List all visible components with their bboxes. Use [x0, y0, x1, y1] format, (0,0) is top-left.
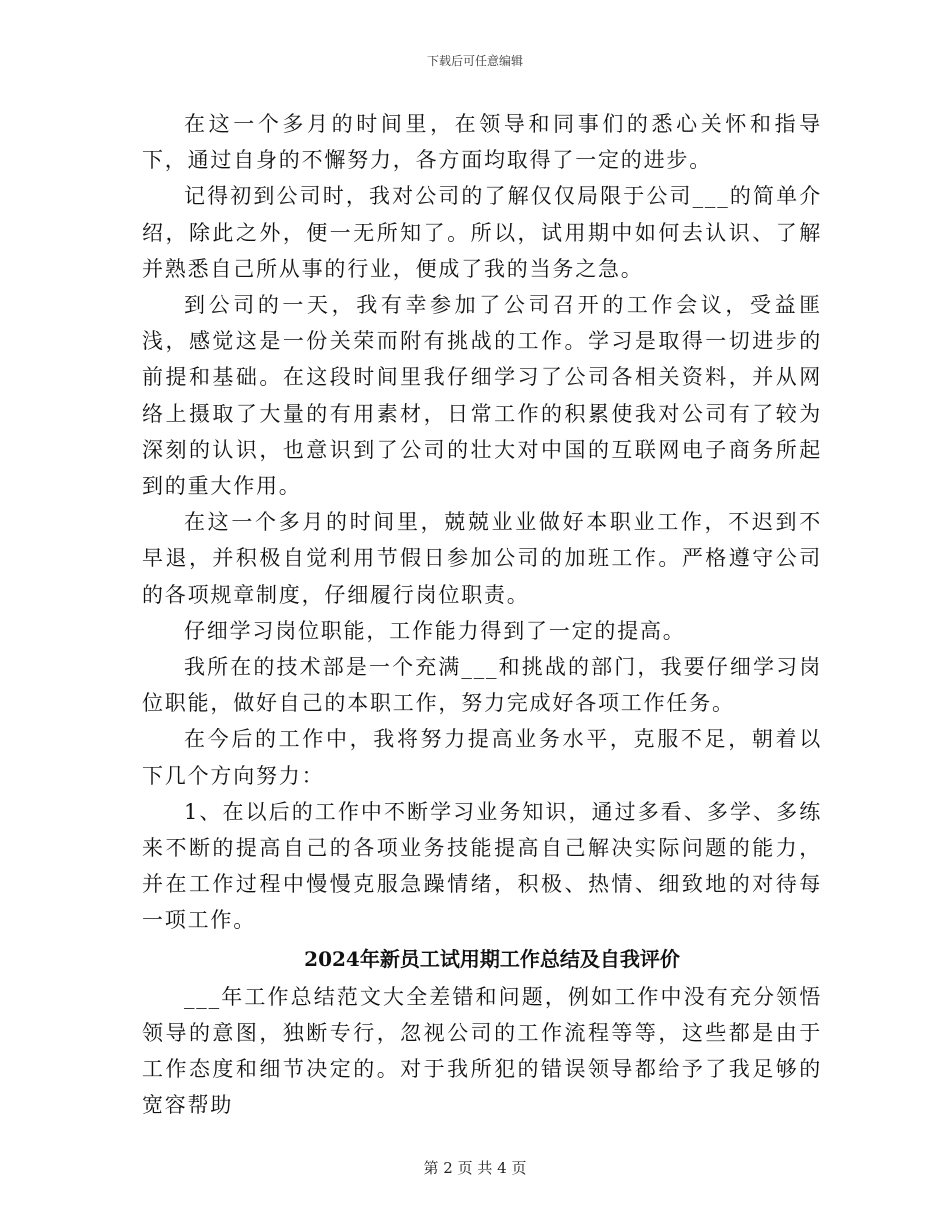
paragraph: 到公司的一天，我有幸参加了公司召开的工作会议，受益匪浅，感觉这是一份关荣而附有挑战的工作。学习是取得一切进步的前提和基础。在这段时间里我仔细学习了公司各相关资料，并从网络上摄取了大量的有用素材，日常工作的积累使我对公司有了较为深刻的认识，也意识到了公司的壮大对中国的互联网电子商务所起到的重大作用。 — [142, 293, 822, 499]
page-header: 下载后可任意编辑 — [426, 54, 523, 68]
section-title: 2024年新员工试用期工作总结及自我评价 — [304, 946, 680, 971]
paragraph: 记得初到公司时，我对公司的了解仅仅局限于公司___的简单介绍，除此之外，便一无所知了。所以，试用期中如何去认识、了解并熟悉自己所从事的行业，便成了我的当务之急。 — [142, 184, 822, 281]
paragraph: 在这一个多月的时间里，在领导和同事们的悉心关怀和指导下，通过自身的不懈努力，各方面均取得了一定的进步。 — [142, 112, 822, 173]
paragraph: ___年工作总结范文大全差错和问题，例如工作中没有充分领悟领导的意图，独断专行，忽视公司的工作流程等等，这些都是由于工作态度和细节决定的。对于我所犯的错误领导都给予了我足够的宽容帮助 — [142, 984, 822, 1118]
page-footer: 第 2 页 共 4 页 — [423, 1159, 527, 1177]
paragraph: 仔细学习岗位职能，工作能力得到了一定的提高。 — [184, 618, 686, 643]
paragraph: 在今后的工作中，我将努力提高业务水平，克服不足，朝着以下几个方向努力： — [142, 727, 822, 788]
paragraph: 1、在以后的工作中不断学习业务知识，通过多看、多学、多练来不断的提高自己的各项业务技能提高自己解决实际问题的能力，并在工作过程中慢慢克服急躁情绪，积极、热情、细致地的对待每一项工作。 — [142, 799, 822, 933]
paragraph: 在这一个多月的时间里，兢兢业业做好本职业工作，不迟到不早退，并积极自觉利用节假日参加公司的加班工作。严格遵守公司的各项规章制度，仔细履行岗位职责。 — [142, 510, 822, 607]
paragraph: 我所在的技术部是一个充满___和挑战的部门，我要仔细学习岗位职能，做好自己的本职工作，努力完成好各项工作任务。 — [142, 655, 822, 716]
document-body — [142, 106, 822, 1123]
